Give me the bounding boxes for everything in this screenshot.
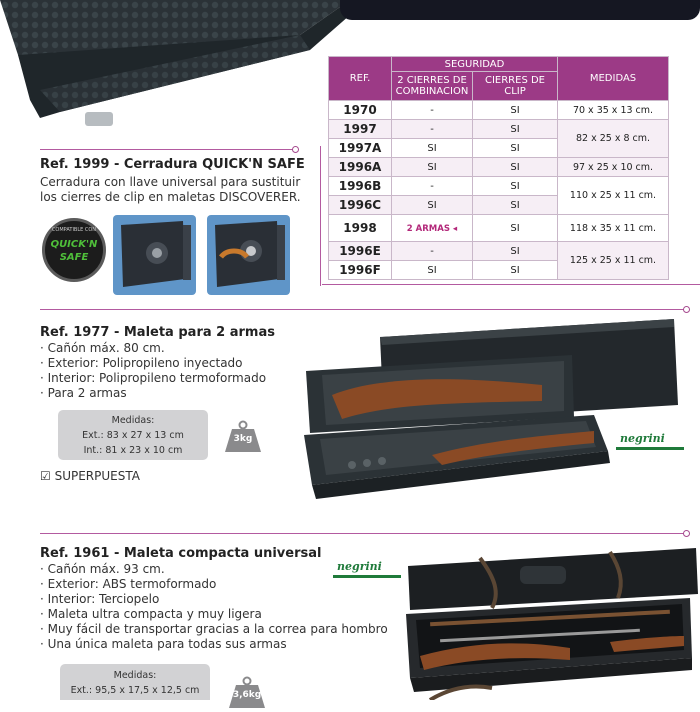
arrow-icon: ◂ bbox=[449, 223, 458, 234]
row-combo: SI bbox=[392, 261, 473, 280]
row-measure: 118 x 35 x 11 cm. bbox=[558, 215, 669, 242]
measures-title: Medidas: bbox=[111, 415, 155, 426]
feature-item: · Interior: Terciopelo bbox=[40, 592, 160, 606]
row-measure: 110 x 25 x 11 cm. bbox=[558, 177, 669, 215]
row-combo-armas bbox=[392, 215, 473, 242]
ref-1999-desc-line2: los cierres de clip en maletas DISCOVERER. bbox=[40, 190, 301, 204]
row-clip: SI bbox=[473, 177, 558, 196]
section-divider bbox=[322, 284, 700, 285]
row-ref: 1970 bbox=[329, 101, 392, 120]
divider-dot bbox=[683, 530, 690, 537]
row-measure: 70 x 35 x 13 cm. bbox=[558, 101, 669, 120]
row-clip: SI bbox=[473, 261, 558, 280]
row-measure: 125 x 25 x 11 cm. bbox=[558, 242, 669, 280]
section-divider bbox=[40, 149, 295, 150]
row-ref: 1996A bbox=[329, 158, 392, 177]
row-measure: 97 x 25 x 10 cm. bbox=[558, 158, 669, 177]
row-combo: - bbox=[392, 242, 473, 261]
row-combo: SI bbox=[392, 158, 473, 177]
feature-item: · Cañón máx. 93 cm. bbox=[40, 562, 165, 576]
row-clip: SI bbox=[473, 158, 558, 177]
row-measure: 82 x 25 x 8 cm. bbox=[558, 120, 669, 158]
ref-1961-title: Ref. 1961 - Maleta compacta universal bbox=[40, 546, 322, 561]
gun-case-photo-top bbox=[0, 0, 350, 130]
row-ref: 1996F bbox=[329, 261, 392, 280]
divider-dot bbox=[292, 146, 299, 153]
row-clip: SI bbox=[473, 215, 558, 242]
ref-1977-measures-box bbox=[58, 410, 208, 460]
badge-line1: QUICK'N bbox=[50, 239, 98, 250]
feature-item: · Interior: Polipropileno termoformado bbox=[40, 371, 267, 385]
row-combo: - bbox=[392, 120, 473, 139]
divider-dot bbox=[683, 306, 690, 313]
badge-line2: SAFE bbox=[59, 252, 89, 263]
col-combo-header: 2 CIERRES DE COMBINACION bbox=[392, 72, 473, 101]
two-guns-note: 2 ARMAS bbox=[406, 223, 450, 234]
row-combo: SI bbox=[392, 139, 473, 158]
row-clip: SI bbox=[473, 101, 558, 120]
ref-1961-measures-box bbox=[60, 664, 210, 700]
feature-item: · Exterior: ABS termoformado bbox=[40, 577, 217, 591]
row-ref: 1998 bbox=[329, 215, 392, 242]
lock-photo-2 bbox=[207, 215, 290, 295]
feature-item: · Una única maleta para todas sus armas bbox=[40, 637, 287, 651]
ref-1999-desc-line1: Cerradura con llave universal para sustituir bbox=[40, 175, 301, 189]
specs-table bbox=[328, 56, 669, 280]
feature-item: · Cañón máx. 80 cm. bbox=[40, 341, 165, 355]
ref-1977-case-photo bbox=[302, 315, 682, 511]
row-combo: - bbox=[392, 101, 473, 120]
measures-ext: Ext.: 83 x 27 x 13 cm bbox=[82, 430, 184, 441]
negrini-logo: negrini bbox=[620, 432, 665, 445]
gun-case-lid-strip bbox=[340, 0, 700, 20]
weight-icon bbox=[228, 676, 266, 708]
quicknsafe-badge bbox=[42, 218, 106, 282]
row-clip: SI bbox=[473, 196, 558, 215]
negrini-logo-bar bbox=[333, 575, 401, 578]
security-header: SEGURIDAD bbox=[392, 57, 558, 72]
feature-item: · Para 2 armas bbox=[40, 386, 127, 400]
lock-photo-1 bbox=[113, 215, 196, 295]
section-divider bbox=[40, 533, 685, 534]
weight-icon bbox=[224, 420, 262, 452]
ref-1961-case-photo bbox=[400, 538, 700, 700]
col-measures-header: MEDIDAS bbox=[558, 57, 669, 101]
ref-1999-title: Ref. 1999 - Cerradura QUICK'N SAFE bbox=[40, 157, 305, 172]
measures-int: Int.: 81 x 23 x 10 cm bbox=[83, 445, 183, 456]
col-clip-header: CIERRES DE CLIP bbox=[473, 72, 558, 101]
row-ref: 1996C bbox=[329, 196, 392, 215]
section-divider bbox=[40, 309, 685, 310]
row-clip: SI bbox=[473, 139, 558, 158]
measures-title: Medidas: bbox=[113, 670, 157, 681]
row-combo: SI bbox=[392, 196, 473, 215]
row-combo: - bbox=[392, 177, 473, 196]
ref-1977-features bbox=[40, 341, 266, 401]
section-divider-vertical bbox=[320, 146, 321, 286]
badge-top-text: COMPATIBLE CON bbox=[51, 227, 97, 233]
feature-item: · Maleta ultra compacta y muy ligera bbox=[40, 607, 262, 621]
row-ref: 1996E bbox=[329, 242, 392, 261]
col-ref-header: REF. bbox=[329, 57, 392, 101]
negrini-logo: negrini bbox=[337, 560, 382, 573]
row-clip: SI bbox=[473, 120, 558, 139]
row-ref: 1997 bbox=[329, 120, 392, 139]
weight-value: 3kg bbox=[233, 434, 253, 444]
row-clip: SI bbox=[473, 242, 558, 261]
row-ref: 1996B bbox=[329, 177, 392, 196]
measures-ext: Ext.: 95,5 x 17,5 x 12,5 cm bbox=[70, 685, 200, 696]
superpuesta-check: ☑ SUPERPUESTA bbox=[40, 469, 140, 483]
negrini-logo-bar bbox=[616, 447, 684, 450]
feature-item: · Muy fácil de transportar gracias a la correa para hombro bbox=[40, 622, 388, 636]
feature-item: · Exterior: Polipropileno inyectado bbox=[40, 356, 243, 370]
ref-1977-title: Ref. 1977 - Maleta para 2 armas bbox=[40, 325, 275, 340]
weight-value: 3,6kg bbox=[232, 690, 262, 700]
row-ref: 1997A bbox=[329, 139, 392, 158]
